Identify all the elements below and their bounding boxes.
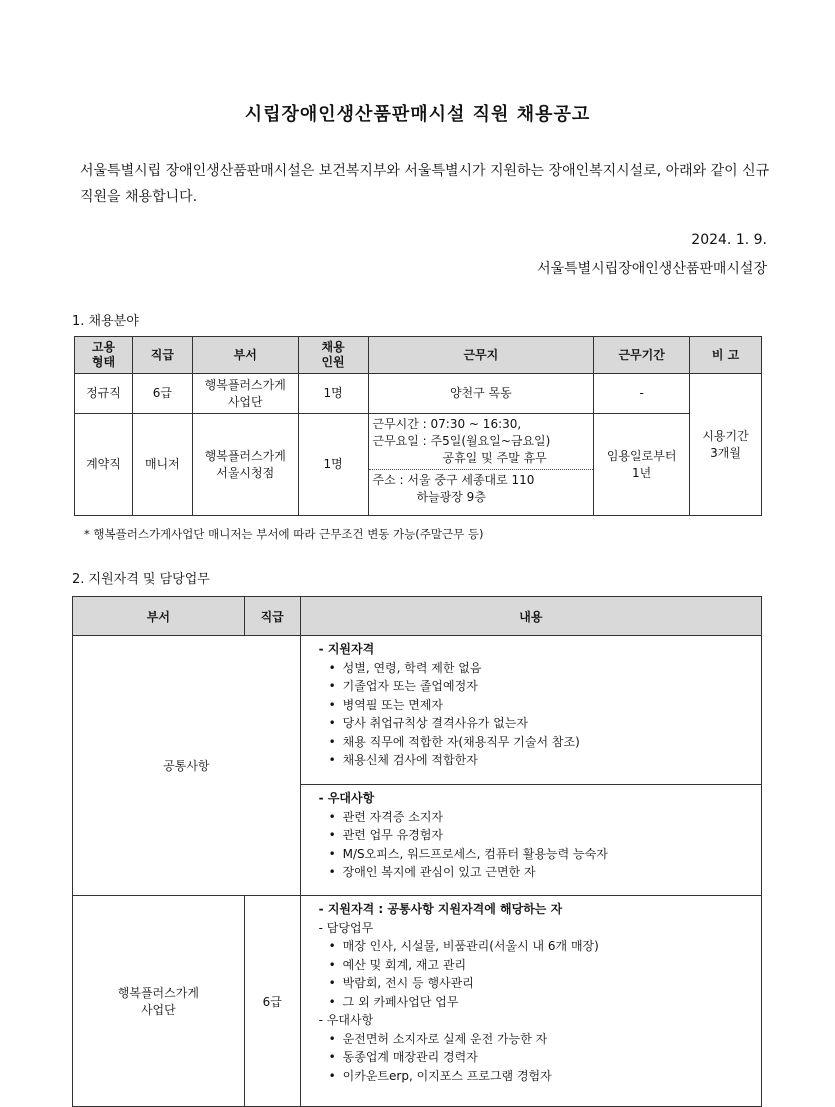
list-item [319, 1067, 753, 1086]
cell-grade: 6급 [132, 374, 192, 414]
work-hours: 근무시간 : 07:30 ~ 16:30, [372, 417, 522, 431]
recruitment-table [74, 336, 762, 516]
list-item [319, 863, 753, 882]
list-item-text: 기졸업자 또는 졸업예정자 [342, 679, 478, 693]
address-block [369, 470, 594, 508]
bullet-icon: • [328, 679, 336, 693]
recruitment-header-row [75, 337, 762, 374]
list-item-text: 병역필 또는 면제자 [342, 697, 444, 712]
list-item-text: M/S오피스, 워드프로세스, 컴퓨터 활용능력 능숙자 [342, 846, 608, 861]
list-item [319, 956, 753, 975]
table-row [75, 374, 762, 414]
header-department: 부서 [73, 597, 245, 636]
bullet-icon: • [328, 716, 336, 730]
cell-type: 정규직 [75, 374, 133, 414]
intro-paragraph: 서울특별시립 장애인생산품판매시설은 보건복지부와 서울특별시가 지원하는 장애인복지시설로, 아래와 같이 신규직원을 채용합니다. [80, 163, 770, 205]
cell-grade: 매니저 [132, 414, 192, 516]
list-item [319, 696, 753, 715]
common-preferences [300, 785, 761, 896]
list-item [319, 1048, 753, 1067]
header-grade: 직급 [132, 337, 192, 374]
cell-type: 계약직 [75, 414, 133, 516]
list-item-text: 성별, 연령, 학력 제한 없음 [342, 660, 482, 675]
list-item-text: 채용신체 검사에 적합한자 [342, 753, 478, 767]
qual-title: - 지원자격 [318, 642, 375, 656]
cell-dept: 행복플러스가게 사업단 [192, 374, 298, 414]
bullet-icon: • [328, 828, 336, 842]
header-remark: 비 고 [690, 337, 762, 374]
list-item [319, 845, 753, 864]
header-workplace: 근무지 [368, 337, 594, 374]
cell-dept: 행복플러스가게 사업단 [73, 896, 245, 1107]
qual-title: - 지원자격 : 공통사항 지원자격에 해당하는 자 [318, 902, 563, 916]
bullet-icon: • [328, 697, 336, 712]
common-qualifications [300, 636, 761, 785]
section-heading-recruitment: 1. 채용분야 [72, 314, 139, 329]
header-employment-type: 고용 형태 [75, 337, 133, 374]
issuer-name: 서울특별시립장애인생산품판매시설장 [537, 261, 767, 277]
list-item-text: 당사 취업규칙상 결격사유가 없는자 [342, 716, 528, 730]
section-heading-qualifications: 2. 지원자격 및 담당업무 [72, 572, 210, 587]
bullet-icon: • [328, 660, 336, 675]
list-item-text: 그 외 카페사업단 업무 [342, 994, 459, 1009]
cell-common-label: 공통사항 [73, 636, 301, 896]
header-content: 내용 [300, 597, 761, 636]
cell-period: 임용일로부터 1년 [594, 414, 690, 516]
bullet-icon: • [328, 1031, 336, 1046]
table-row [73, 636, 762, 785]
header-department: 부서 [192, 337, 298, 374]
qualifications-header-row [73, 597, 762, 636]
list-item-text: 장애인 복지에 관심이 있고 근면한 자 [342, 865, 536, 879]
pref-title: - 우대사항 [318, 791, 375, 805]
header-grade: 직급 [244, 597, 300, 636]
list-item [319, 808, 753, 827]
list-item-text: 채용 직무에 적합한 자(채용직무 기술서 참조) [342, 734, 580, 749]
list-item-text: 박람회, 전시 등 행사관리 [342, 976, 474, 990]
list-item-text: 운전면허 소지자로 실제 운전 가능한 자 [342, 1031, 548, 1046]
list-item-text: 이카운트erp, 이지포스 프로그램 경험자 [342, 1068, 552, 1083]
list-item [319, 974, 753, 993]
bullet-icon: • [328, 939, 336, 953]
bullet-icon: • [328, 994, 336, 1009]
bullet-icon: • [328, 809, 336, 824]
recruitment-note: * 행복플러스가게사업단 매니저는 부서에 따라 근무조건 변동 가능(주말근무 등) [84, 527, 484, 541]
table-row [75, 414, 762, 516]
cell-place: 양천구 목동 [368, 374, 594, 414]
duty-title: - 담당업무 [318, 920, 374, 935]
bullet-icon: • [328, 1050, 336, 1064]
cell-dept: 행복플러스가게 서울시청점 [192, 414, 298, 516]
cell-period: - [594, 374, 690, 414]
work-holiday: 공휴일 및 주말 휴무 [442, 451, 547, 465]
page-title: 시립장애인생산품판매시설 직원 채용공고 [244, 104, 591, 125]
work-hours-block [369, 414, 594, 470]
cell-count: 1명 [298, 374, 368, 414]
list-item [319, 677, 753, 696]
list-item-text: 관련 업무 유경험자 [342, 828, 444, 842]
bullet-icon: • [328, 976, 336, 990]
bullet-icon: • [328, 865, 336, 879]
list-item [319, 1030, 753, 1049]
bullet-icon: • [328, 753, 336, 767]
header-work-period: 근무기간 [594, 337, 690, 374]
pref-title: - 우대사항 [318, 1013, 374, 1027]
list-item [319, 937, 753, 956]
work-days: 근무요일 : 주5일(월요일~금요일) [372, 434, 551, 448]
list-item-text: 관련 자격증 소지자 [342, 809, 444, 824]
list-item [319, 826, 753, 845]
qualifications-table [72, 596, 762, 1107]
cell-place [368, 414, 594, 516]
address-line2: 하늘광장 9층 [416, 490, 486, 504]
list-item [319, 714, 753, 733]
cell-grade: 6급 [244, 896, 300, 1107]
cell-count: 1명 [298, 414, 368, 516]
grade6-details [300, 896, 761, 1107]
bullet-icon: • [328, 734, 336, 749]
notice-date: 2024. 1. 9. [691, 232, 767, 248]
list-item-text: 동종업계 매장관리 경력자 [342, 1050, 478, 1064]
table-row [73, 896, 762, 1107]
list-item [319, 733, 753, 752]
address-line1: 주소 : 서울 중구 세종대로 110 [372, 473, 535, 487]
bullet-icon: • [328, 957, 336, 972]
bullet-icon: • [328, 846, 336, 861]
list-item [319, 659, 753, 678]
cell-remark: 시용기간 3개월 [690, 374, 762, 516]
list-item-text: 매장 인사, 시설물, 비품관리(서울시 내 6개 매장) [342, 939, 599, 953]
list-item [319, 993, 753, 1012]
bullet-icon: • [328, 1068, 336, 1083]
list-item [319, 751, 753, 770]
list-item-text: 예산 및 회계, 재고 관리 [342, 957, 467, 972]
header-headcount: 채용 인원 [298, 337, 368, 374]
